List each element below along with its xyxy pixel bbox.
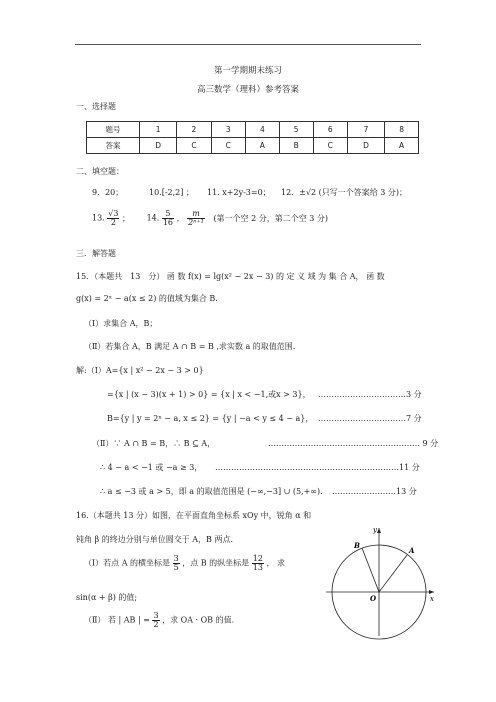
- label-x: x: [430, 595, 434, 603]
- q13-label: 13.: [92, 213, 105, 223]
- q16-f1-numerator: 3: [173, 554, 179, 563]
- table-cell: 3: [211, 122, 245, 138]
- q14-b-denominator: 2ⁿ⁺¹: [188, 218, 204, 227]
- q16-line1: 16.（本题共 13 分）如图，在平面直角坐标系 xOy 中，锐角 α 和: [76, 511, 312, 520]
- q16-line2: 钝角 β 的终边分别与单位圆交于 A，B 两点.: [76, 535, 233, 544]
- q16-part1-text-a: （Ⅰ）若点 A 的横坐标是: [84, 558, 171, 568]
- q13-denominator: 2: [110, 218, 116, 227]
- q16-part1-text-c: ， 求: [266, 558, 286, 568]
- table-cell: 2: [177, 122, 211, 138]
- q14-label: 14.: [146, 213, 160, 223]
- section-heading-solve: 三．解答题: [76, 249, 116, 258]
- q15-part1: （Ⅰ）求集合 A，B；: [84, 319, 158, 328]
- table-row: [87, 122, 419, 138]
- table-row: [87, 138, 419, 154]
- q16-fraction-3-5: [173, 555, 180, 572]
- table-cell: 6: [313, 122, 347, 138]
- table-cell: B: [279, 138, 313, 154]
- q16-part1-line2: sin(α + β) 的值;: [76, 593, 138, 602]
- table-cell: 5: [279, 122, 313, 138]
- fill-q10: 10.[-2,2] ；: [149, 188, 194, 197]
- q16-fraction-3-2: [152, 612, 159, 629]
- q13-fraction: [107, 210, 119, 227]
- q14-a-numerator: 5: [162, 210, 174, 219]
- label-b: B: [354, 541, 360, 550]
- q15-line1: 15．（本题共 13 分） 函 数 f(x) = lg(x² − 2x − 3) 的 定 义 域 为 集 合 A， 函 数: [76, 272, 385, 281]
- q16-part1: [84, 555, 285, 572]
- table-cell: A: [245, 138, 279, 154]
- q15-score-3: ……………………………3 分: [318, 390, 422, 399]
- table-cell: A: [385, 138, 419, 154]
- fill-q12: 12．±√2 (只写一个答案给 3 分)；: [281, 188, 408, 197]
- table-cell: C: [313, 138, 347, 154]
- label-o: O: [370, 594, 377, 603]
- q16-part2-text-b: ，求 OA · OB 的值.: [162, 615, 235, 625]
- q15-solution-6: ∴ a ≤ −3 或 a > 5，即 a 的取值范围是 (−∞,−3] ∪ (5,+∞)．: [100, 487, 329, 496]
- q16-part2: [84, 612, 234, 629]
- table-cell: 7: [347, 122, 384, 138]
- q16-f2-denominator: 13: [252, 563, 263, 572]
- x-axis-arrow: [429, 590, 434, 594]
- q15-score-9: ………………………………………………… 9 分: [268, 439, 439, 448]
- ray-oa: [379, 555, 407, 592]
- q14-sep: ，: [176, 213, 185, 223]
- table-cell: 1: [140, 122, 177, 138]
- q16-part1-text-b: ，点 B 的纵坐标是: [182, 558, 250, 568]
- unit-circle-figure: [322, 520, 442, 640]
- q16-f3-denominator: 2: [153, 620, 159, 629]
- section-heading-fill: 二、填空题：: [76, 167, 124, 176]
- q14-a-denominator: 16: [162, 218, 174, 227]
- top-rule: [75, 44, 421, 45]
- q14-fraction-a: [162, 210, 174, 227]
- q15-solution-4: （Ⅱ）∵ A ∩ B = B，∴ B ⊆ A，: [92, 439, 216, 448]
- q16-fraction-12-13: [252, 555, 264, 572]
- q13-numerator: √3: [108, 209, 119, 218]
- table-cell: D: [140, 138, 177, 154]
- fill-q9: 9．20；: [92, 188, 124, 197]
- q15-solution-2: ={x | (x − 3)(x + 1) > 0} = {x | x < −1,或x > 3}，: [107, 390, 311, 399]
- q15-score-7: ……………………………7 分: [318, 414, 422, 423]
- label-y: y: [373, 526, 377, 534]
- fill-note: (第一个空 2 分，第二个空 3 分): [213, 213, 329, 223]
- page-title: 第一学期期末练习: [213, 66, 282, 76]
- table-cell: D: [347, 138, 384, 154]
- fill-q11: 11. x+2y-3=0；: [207, 188, 271, 197]
- q15-solution-1: 解:（Ⅰ）A={x | x² − 2x − 3 > 0}: [76, 366, 204, 375]
- q16-f1-denominator: 5: [173, 563, 179, 572]
- q16-part2-text-a: （Ⅱ） 若 | AB | =: [84, 615, 150, 625]
- q15-part2: （Ⅱ）若集合 A，B 满足 A ∩ B = B ,求实数 a 的取值范围.: [84, 342, 296, 351]
- table-cell: 题号: [87, 122, 140, 138]
- q13-sep: ；: [122, 213, 131, 223]
- q15-solution-5: ∴ 4 − a < −1 或 −a ≥ 3，: [100, 463, 203, 472]
- section-heading-choice: 一、选择题: [76, 102, 116, 111]
- answer-table: [86, 121, 419, 154]
- q16-f3-numerator: 3: [153, 611, 159, 620]
- q15-solution-3: B={y | y = 2ˣ − a, x ≤ 2} = {y | −a < y ≤ 4 − a}，: [107, 414, 314, 423]
- table-cell: 8: [385, 122, 419, 138]
- fill-line2: [92, 210, 328, 227]
- q14-fraction-b: [187, 210, 205, 227]
- table-cell: 答案: [87, 138, 140, 154]
- ray-ob: [362, 548, 379, 592]
- table-cell: C: [211, 138, 245, 154]
- table-cell: C: [177, 138, 211, 154]
- q15-score-11: ……………………………………………………………11 分: [215, 463, 420, 472]
- table-cell: 4: [245, 122, 279, 138]
- q14-b-numerator: m: [187, 210, 205, 219]
- label-a: A: [409, 546, 415, 555]
- q15-line2: g(x) = 2ˣ − a(x ≤ 2) 的值域为集合 B.: [76, 294, 218, 303]
- page-subtitle: 高三数学（理科）参考答案: [196, 85, 299, 95]
- q16-f2-numerator: 12: [252, 554, 263, 563]
- y-axis-arrow: [377, 528, 381, 533]
- q15-score-13: ……………………13 分: [332, 487, 417, 496]
